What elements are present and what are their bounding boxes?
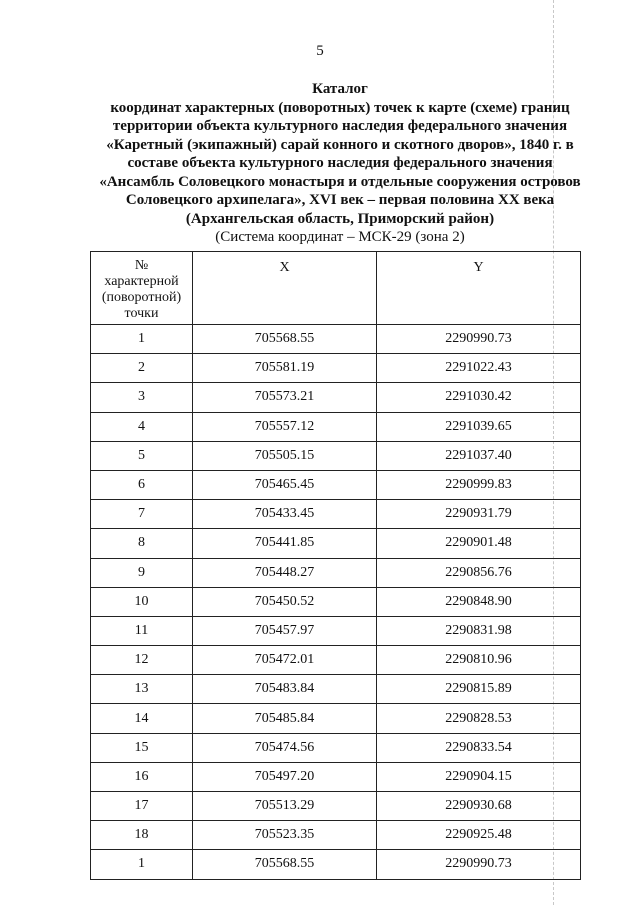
heading-line: «Ансамбль Соловецкого монастыря и отдельные сооружения островов <box>99 173 581 190</box>
y-coordinate-cell: 2290931.79 <box>377 500 581 529</box>
point-number-cell: 3 <box>91 383 193 412</box>
point-number-cell: 13 <box>91 675 193 704</box>
x-coordinate-cell: 705483.84 <box>193 675 377 704</box>
table-row <box>91 383 581 412</box>
point-number-cell: 11 <box>91 616 193 645</box>
x-coordinate-cell: 705523.35 <box>193 821 377 850</box>
point-number-cell: 1 <box>91 325 193 354</box>
y-coordinate-cell: 2290848.90 <box>377 587 581 616</box>
x-coordinate-cell: 705433.45 <box>193 500 377 529</box>
point-number-cell: 7 <box>91 500 193 529</box>
heading-line: (Архангельская область, Приморский район) <box>185 210 495 227</box>
point-number-cell: 10 <box>91 587 193 616</box>
point-number-cell: 15 <box>91 733 193 762</box>
table-row <box>91 704 581 733</box>
table-row <box>91 412 581 441</box>
point-number-cell: 17 <box>91 792 193 821</box>
point-number-cell: 8 <box>91 529 193 558</box>
point-number-cell: 5 <box>91 441 193 470</box>
point-number-cell: 12 <box>91 646 193 675</box>
table-row <box>91 616 581 645</box>
table-header-row <box>91 252 581 325</box>
y-coordinate-cell: 2291039.65 <box>377 412 581 441</box>
table-row <box>91 821 581 850</box>
x-coordinate-cell: 705441.85 <box>193 529 377 558</box>
heading-line: Соловецкого архипелага», XVI век – первая половина XX века <box>125 192 555 208</box>
table-row <box>91 500 581 529</box>
y-coordinate-cell: 2290831.98 <box>377 616 581 645</box>
y-coordinate-cell: 2290990.73 <box>377 850 581 879</box>
table-row <box>91 441 581 470</box>
table-row <box>91 850 581 879</box>
table-row <box>91 587 581 616</box>
point-number-cell: 9 <box>91 558 193 587</box>
x-coordinate-cell: 705513.29 <box>193 792 377 821</box>
x-coordinate-cell: 705568.55 <box>193 850 377 879</box>
table-row <box>91 733 581 762</box>
y-coordinate-cell: 2290856.76 <box>377 558 581 587</box>
x-coordinate-cell: 705465.45 <box>193 470 377 499</box>
table-row <box>91 792 581 821</box>
y-coordinate-cell: 2290990.73 <box>377 325 581 354</box>
x-coordinate-cell: 705485.84 <box>193 704 377 733</box>
x-coordinate-cell: 705568.55 <box>193 325 377 354</box>
table-row <box>91 470 581 499</box>
y-coordinate-cell: 2290930.68 <box>377 792 581 821</box>
page-number: 5 <box>316 43 324 59</box>
point-number-cell: 4 <box>91 412 193 441</box>
header-x: X <box>193 252 377 325</box>
x-coordinate-cell: 705457.97 <box>193 616 377 645</box>
y-coordinate-cell: 2290810.96 <box>377 646 581 675</box>
point-number-cell: 14 <box>91 704 193 733</box>
heading-line: составе объекта культурного наследия федерального значения <box>127 155 553 171</box>
header-point-number: № характерной (поворотной) точки <box>91 252 193 325</box>
catalog-heading <box>60 80 620 247</box>
x-coordinate-cell: 705448.27 <box>193 558 377 587</box>
heading-line: координат характерных (поворотных) точек к карте (схеме) границ <box>110 99 570 116</box>
y-coordinate-cell: 2290828.53 <box>377 704 581 733</box>
x-coordinate-cell: 705505.15 <box>193 441 377 470</box>
table-row <box>91 529 581 558</box>
x-coordinate-cell: 705474.56 <box>193 733 377 762</box>
x-coordinate-cell: 705573.21 <box>193 383 377 412</box>
heading-title: Каталог <box>312 81 368 97</box>
heading-line: территории объекта культурного наследия федерального значения <box>112 118 568 134</box>
point-number-cell: 6 <box>91 470 193 499</box>
table-row <box>91 762 581 791</box>
x-coordinate-cell: 705557.12 <box>193 412 377 441</box>
table-row <box>91 646 581 675</box>
point-number-cell: 18 <box>91 821 193 850</box>
point-number-cell: 16 <box>91 762 193 791</box>
y-coordinate-cell: 2290901.48 <box>377 529 581 558</box>
y-coordinate-cell: 2291030.42 <box>377 383 581 412</box>
x-coordinate-cell: 705497.20 <box>193 762 377 791</box>
y-coordinate-cell: 2290833.54 <box>377 733 581 762</box>
x-coordinate-cell: 705472.01 <box>193 646 377 675</box>
coordinates-table <box>90 251 581 880</box>
heading-line: «Каретный (экипажный) сарай конного и скотного дворов», 1840 г. в <box>106 136 574 153</box>
table-row <box>91 325 581 354</box>
y-coordinate-cell: 2290999.83 <box>377 470 581 499</box>
table-row <box>91 558 581 587</box>
point-number-cell: 2 <box>91 354 193 383</box>
y-coordinate-cell: 2290904.15 <box>377 762 581 791</box>
y-coordinate-cell: 2291037.40 <box>377 441 581 470</box>
coordinate-system-note: (Система координат – МСК-29 (зона 2) <box>215 229 465 245</box>
x-coordinate-cell: 705450.52 <box>193 587 377 616</box>
table-row <box>91 354 581 383</box>
point-number-cell: 1 <box>91 850 193 879</box>
header-y: Y <box>377 252 581 325</box>
y-coordinate-cell: 2290925.48 <box>377 821 581 850</box>
y-coordinate-cell: 2291022.43 <box>377 354 581 383</box>
table-row <box>91 675 581 704</box>
y-coordinate-cell: 2290815.89 <box>377 675 581 704</box>
x-coordinate-cell: 705581.19 <box>193 354 377 383</box>
